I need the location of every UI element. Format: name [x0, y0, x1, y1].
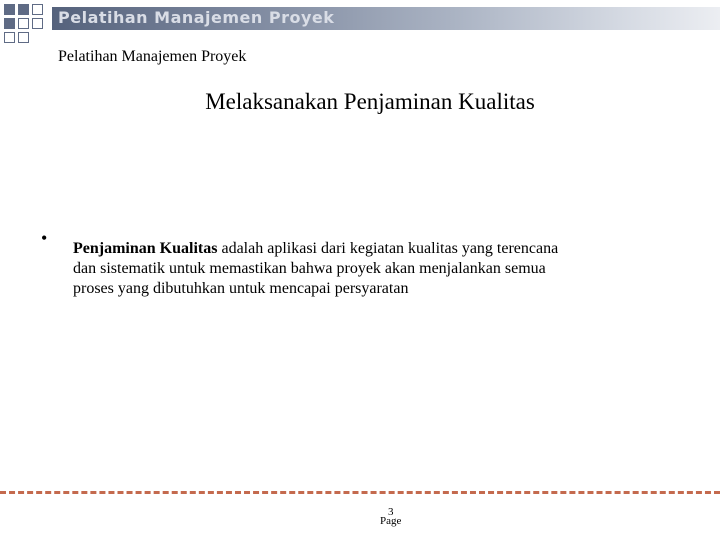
bullet-dot: • — [41, 228, 48, 248]
header-subtitle: Pelatihan Manajemen Proyek — [58, 48, 247, 65]
bullet-line-2: dan sistematik untuk memastikan bahwa proyek akan menjalankan semua — [73, 260, 546, 277]
page-label: Page — [380, 515, 402, 527]
deco-square — [4, 4, 15, 15]
deco-square — [32, 4, 43, 15]
bullet-term: Penjaminan Kualitas — [73, 240, 218, 257]
deco-square — [4, 18, 15, 29]
bullet-line-1-rest: adalah aplikasi dari kegiatan kualitas yang terencana — [217, 240, 559, 257]
page-number: 3 — [388, 506, 394, 518]
deco-square — [4, 32, 15, 43]
deco-square — [32, 18, 43, 29]
deco-square — [18, 32, 29, 43]
banner-title: Pelatihan Manajemen Proyek — [58, 8, 335, 27]
footer-divider — [0, 491, 720, 494]
deco-square — [18, 4, 29, 15]
deco-square — [18, 18, 29, 29]
bullet-text — [73, 239, 673, 299]
slide-title: Melaksanakan Penjaminan Kualitas — [205, 89, 535, 114]
bullet-line-3: proses yang dibutuhkan untuk mencapai persyaratan — [73, 280, 409, 297]
bullet-line-1 — [73, 239, 673, 259]
